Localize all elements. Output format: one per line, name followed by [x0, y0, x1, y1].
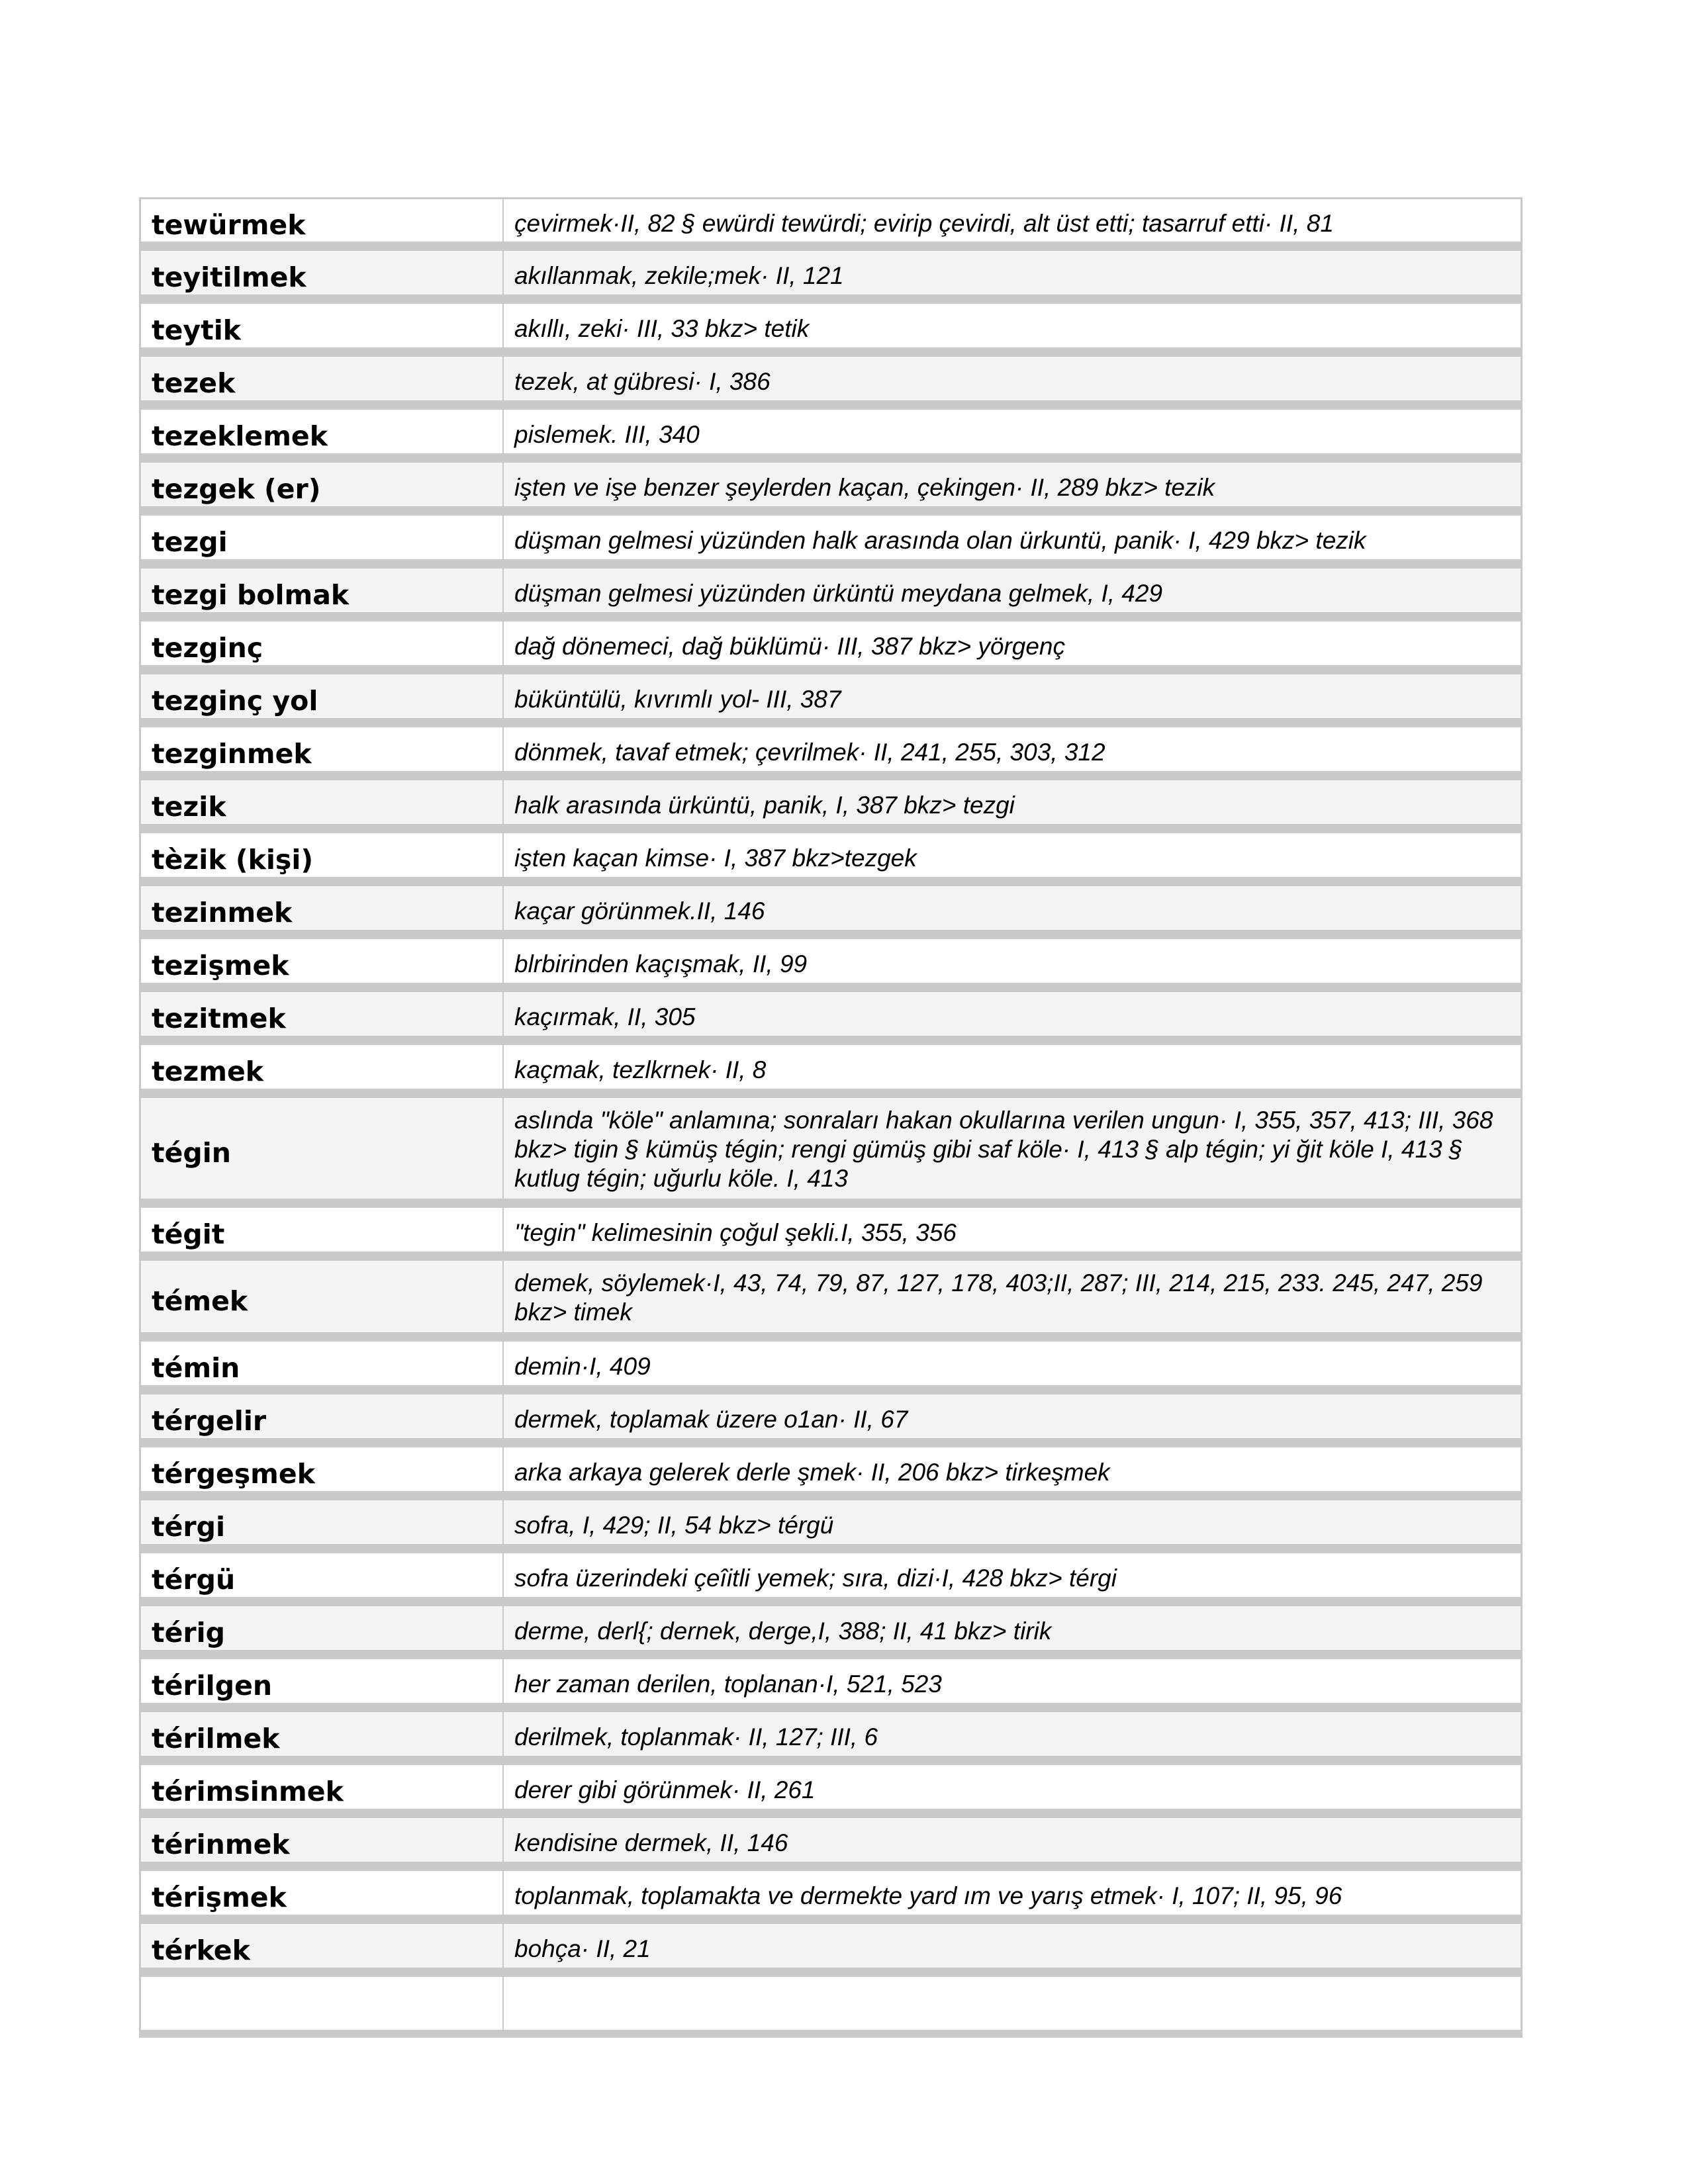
entry-term: tezgi	[141, 516, 504, 559]
table-row	[141, 780, 1521, 833]
entry-definition: "tegin" kelimesinin çoğul şekli.I, 355, 356	[514, 1219, 957, 1246]
entry-definition: akıllanmak, zekile;mek· II, 121	[514, 262, 844, 289]
table-row	[141, 463, 1521, 516]
entry-term: tezginç yol	[141, 674, 504, 718]
entry-definition: tezek, at gübresi· I, 386	[514, 368, 771, 395]
dictionary-table	[139, 197, 1523, 2038]
table-row	[141, 1098, 1521, 1208]
entry-term: tezeklemek	[141, 410, 504, 453]
entry-definition: bohça· II, 21	[514, 1935, 651, 1962]
entry-definition: düşman gelmesi yüzünden halk arasında olan ürkuntü, panik· I, 429 bkz> tezik	[514, 527, 1366, 554]
entry-definition: büküntülü, kıvrımlı yol- III, 387	[514, 686, 841, 713]
table-row	[141, 1977, 1521, 2030]
entry-definition: derilmek, toplanmak· II, 127; III, 6	[514, 1723, 878, 1751]
table-row	[141, 1342, 1521, 1394]
entry-definition: düşman gelmesi yüzünden ürküntü meydana gelmek, I, 429	[514, 580, 1163, 607]
entry-term: teytik	[141, 304, 504, 347]
entry-definition: dağ dönemeci, dağ büklümü· III, 387 bkz> yörgenç	[514, 633, 1065, 660]
entry-definition: akıllı, zeki· III, 33 bkz> tetik	[514, 315, 810, 342]
entry-definition: dermek, toplamak üzere o1an· II, 67	[514, 1406, 908, 1433]
table-row	[141, 410, 1521, 463]
entry-term: térgelir	[141, 1394, 504, 1438]
entry-term: tèzik (kişi)	[141, 833, 504, 877]
entry-definition: blrbirinden kaçışmak, II, 99	[514, 950, 808, 978]
table-row	[141, 1261, 1521, 1342]
entry-term: tezginç	[141, 621, 504, 665]
entry-term: tezginmek	[141, 727, 504, 771]
table-row	[141, 304, 1521, 357]
table-row	[141, 1765, 1521, 1818]
entry-term	[141, 1977, 504, 2030]
entry-term: tezik	[141, 780, 504, 824]
table-row	[141, 1712, 1521, 1765]
entry-term: témin	[141, 1342, 504, 1385]
entry-definition: sofra, I, 429; II, 54 bkz> térgü	[514, 1512, 834, 1539]
table-row	[141, 1500, 1521, 1553]
entry-definition: derer gibi görünmek· II, 261	[514, 1776, 816, 1803]
entry-definition: aslında "köle" anlamına; sonraları hakan okullarına verilen ungun· I, 355, 357, 413; III, 368 bkz> tigin § kümüş tégin; rengi gümüş gibi saf köle· I, 413 § alp tégin; yi ğit köle I, 413 § kutlug tégin; uğurlu köle. I, 413	[514, 1107, 1493, 1192]
entry-definition: işten kaçan kimse· I, 387 bkz>tezgek	[514, 844, 917, 872]
entry-term: tezinmek	[141, 886, 504, 930]
entry-definition: demin·I, 409	[514, 1353, 651, 1380]
entry-definition: demek, söylemek·I, 43, 74, 79, 87, 127, 178, 403;II, 287; III, 214, 215, 233. 245, 247, 259 bkz> timek	[514, 1269, 1483, 1326]
table-row	[141, 199, 1521, 251]
table-row	[141, 357, 1521, 410]
entry-definition: toplanmak, toplamakta ve dermekte yard ım ve yarış etmek· I, 107; II, 95, 96	[514, 1882, 1342, 1909]
entry-definition: sofra üzerindeki çeîitli yemek; sıra, dizi·I, 428 bkz> térgi	[514, 1565, 1117, 1592]
entry-term: térinmek	[141, 1818, 504, 1862]
entry-term: térkek	[141, 1924, 504, 1968]
entry-definition: kendisine dermek, II, 146	[514, 1829, 788, 1856]
table-row	[141, 674, 1521, 727]
entry-definition: kaçırmak, II, 305	[514, 1003, 696, 1030]
entry-definition: kaçmak, tezlkrnek· II, 8	[514, 1056, 767, 1083]
table-row	[141, 516, 1521, 569]
table-row	[141, 1045, 1521, 1098]
table-row	[141, 1447, 1521, 1500]
entry-definition: derme, derl{; dernek, derge,I, 388; II, 41 bkz> tirik	[514, 1617, 1052, 1645]
entry-definition: arka arkaya gelerek derle şmek· II, 206 bkz> tirkeşmek	[514, 1459, 1110, 1486]
table-row	[141, 939, 1521, 992]
entry-definition: işten ve işe benzer şeylerden kaçan, çekingen· II, 289 bkz> tezik	[514, 474, 1215, 501]
table-row	[141, 1606, 1521, 1659]
entry-definition: çevirmek·II, 82 § ewürdi tewürdi; evirip çevirdi, alt üst etti; tasarruf etti· II, 81	[514, 210, 1334, 237]
table-row	[141, 1871, 1521, 1924]
table-row	[141, 727, 1521, 780]
entry-term: tezgek (er)	[141, 463, 504, 506]
entry-term: térgeşmek	[141, 1447, 504, 1491]
entry-term: térig	[141, 1606, 504, 1650]
table-row	[141, 886, 1521, 939]
entry-term: témek	[141, 1261, 504, 1332]
entry-term: térimsinmek	[141, 1765, 504, 1809]
table-row	[141, 833, 1521, 886]
entry-term: tezitmek	[141, 992, 504, 1036]
table-row	[141, 1924, 1521, 1977]
table-row	[141, 1659, 1521, 1712]
entry-term: tezgi bolmak	[141, 569, 504, 612]
entry-term: térişmek	[141, 1871, 504, 1915]
table-row	[141, 1553, 1521, 1606]
table-row	[141, 1208, 1521, 1261]
entry-term: tezişmek	[141, 939, 504, 983]
table-row	[141, 992, 1521, 1045]
entry-term: tezek	[141, 357, 504, 400]
entry-definition: halk arasında ürküntü, panik, I, 387 bkz> tezgi	[514, 792, 1015, 819]
entry-definition	[504, 1977, 1521, 2030]
table-row	[141, 569, 1521, 621]
entry-definition: her zaman derilen, toplanan·I, 521, 523	[514, 1670, 942, 1698]
entry-definition: kaçar görünmek.II, 146	[514, 897, 765, 925]
entry-term: tégin	[141, 1098, 504, 1199]
table-row	[141, 251, 1521, 304]
table-row	[141, 1394, 1521, 1447]
entry-term: térilgen	[141, 1659, 504, 1703]
table-row	[141, 621, 1521, 674]
entry-term: tezmek	[141, 1045, 504, 1089]
entry-term: tégit	[141, 1208, 504, 1251]
entry-term: teyitilmek	[141, 251, 504, 295]
entry-definition: dönmek, tavaf etmek; çevrilmek· II, 241, 255, 303, 312	[514, 739, 1105, 766]
entry-term: térgi	[141, 1500, 504, 1544]
table-row	[141, 1818, 1521, 1871]
entry-term: térilmek	[141, 1712, 504, 1756]
entry-definition: pislemek. III, 340	[514, 421, 700, 448]
entry-term: térgü	[141, 1553, 504, 1597]
entry-term: tewürmek	[141, 199, 504, 242]
